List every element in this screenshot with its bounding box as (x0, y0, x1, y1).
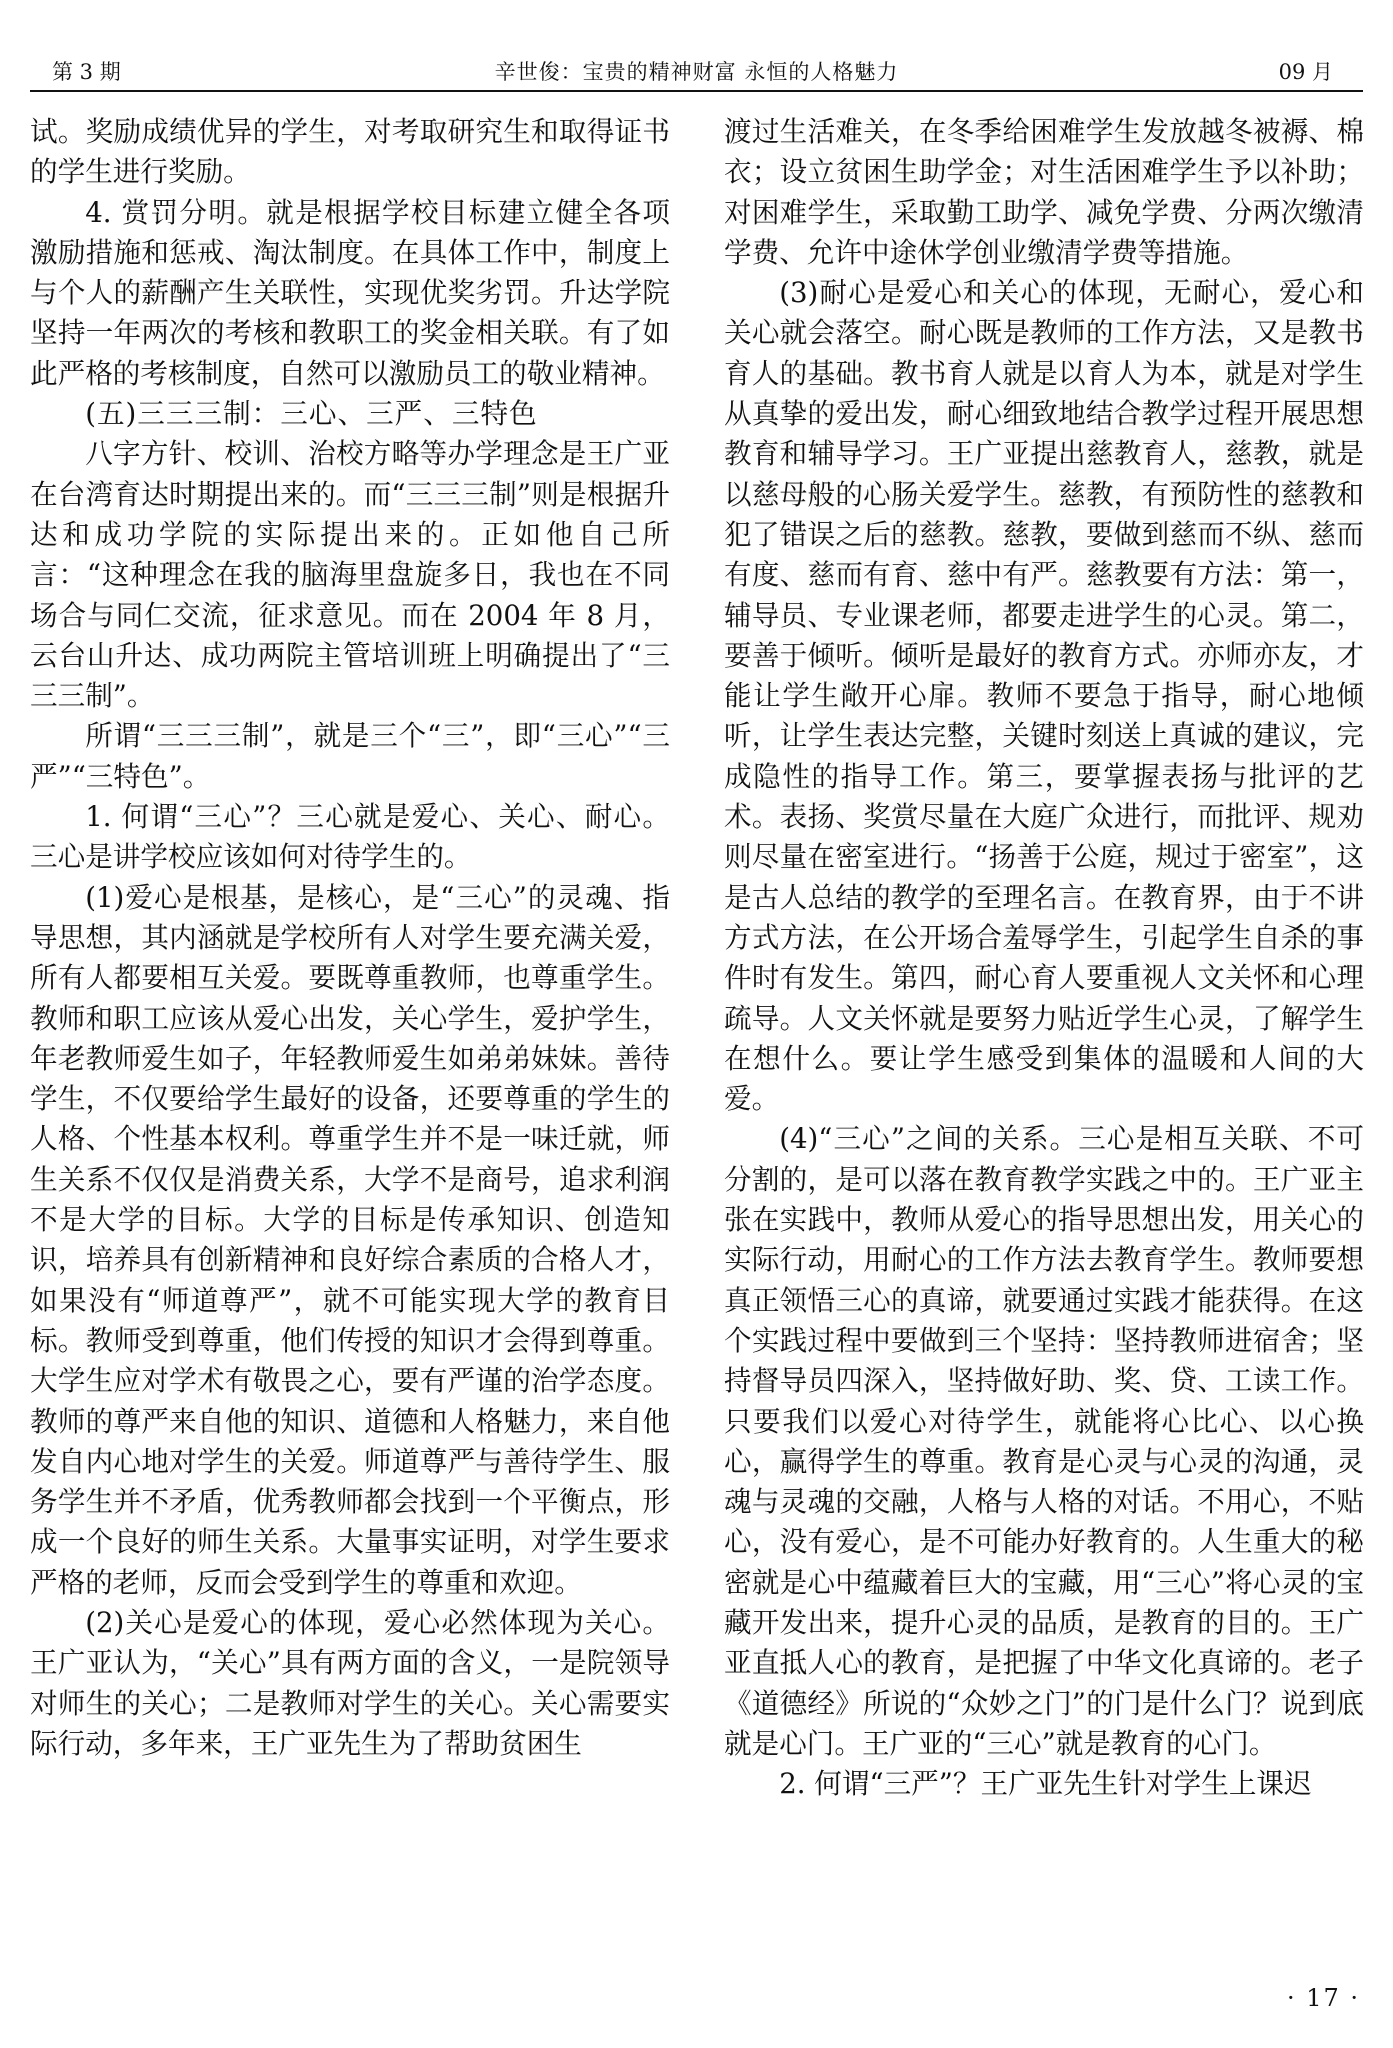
paragraph: 渡过生活难关，在冬季给困难学生发放越冬被褥、棉衣；设立贫困生助学金；对生活困难学生予以补助；对困难学生，采取勤工助学、减免学费、分两次缴清学费、允许中途休学创业缴清学费等措施。 (724, 115, 1364, 269)
issue-month: 09 月 (1278, 60, 1333, 84)
paragraph: (2)关心是爱心的体现，爱心必然体现为关心。王广亚认为，“关心”具有两方面的含义，一是院领导对师生的关心；二是教师对学生的关心。关心需要实际行动，多年来，王广亚先生为了帮助贫困生 (30, 1605, 670, 1760)
paragraph: 试。奖励成绩优异的学生，对考取研究生和取得证书的学生进行奖励。 (30, 115, 670, 189)
paragraph: 八字方针、校训、治校方略等办学理念是王广亚在台湾育达时期提出来的。而“三三三制”则是根据升达和成功学院的实际提出来的。正如他自己所言：“这种理念在我的脑海里盘旋多日，我也在不同场合与同仁交流，征求意见。而在 2004 年 8 月，云台山升达、成功两院主管培训班上明确提出了“三三三制”。 (30, 437, 670, 713)
paragraph: (4)“三心”之间的关系。三心是相互关联、不可分割的，是可以落在教育教学实践之中的。王广亚主张在实践中，教师从爱心的指导思想出发，用关心的实际行动，用耐心的工作方法去教育学生。教师要想真正领悟三心的真谛，就要通过实践才能获得。在这个实践过程中要做到三个坚持：坚持教师进宿舍；坚持督导员四深入，坚持做好助、奖、贷、工读工作。只要我们以爱心对待学生，就能将心比心、以心换心，赢得学生的尊重。教育是心灵与心灵的沟通，灵魂与灵魂的交融，人格与人格的对话。不用心，不贴心，没有爱心，是不可能办好教育的。人生重大的秘密就是心中蕴藏着巨大的宝藏，用“三心”将心灵的宝藏开发出来，提升心灵的品质，是教育的目的。王广亚直抵人心的教育，是把握了中华文化真谛的。老子《道德经》所说的“众妙之门”的门是什么门？说到底就是心门。王广亚的“三心”就是教育的心门。 (724, 1122, 1364, 1760)
paragraph: 4. 赏罚分明。就是根据学校目标建立健全各项激励措施和惩戒、淘汰制度。在具体工作中，制度上与个人的薪酬产生关联性，实现优奖劣罚。升达学院坚持一年两次的考核和教职工的奖金相关联。有了如此严格的考核制度，自然可以激励员工的敬业精神。 (30, 195, 670, 390)
paragraph: 1. 何谓“三心”？三心就是爱心、关心、耐心。三心是讲学校应该如何对待学生的。 (30, 800, 670, 874)
left-column (30, 112, 670, 1764)
issue-number: 第 3 期 (52, 60, 121, 84)
section-heading: (五)三三三制：三心、三严、三特色 (85, 397, 538, 431)
article-title: 辛世俊：宝贵的精神财富 永恒的人格魅力 (494, 60, 899, 84)
running-header (30, 52, 1363, 92)
right-column (724, 112, 1364, 1804)
paragraph: (3)耐心是爱心和关心的体现，无耐心，爱心和关心就会落空。耐心既是教师的工作方法，又是教书育人的基础。教书育人就是以育人为本，就是对学生从真挚的爱出发，耐心细致地结合教学过程开展思想教育和辅导学习。王广亚提出慈教育人，慈教，就是以慈母般的心肠关爱学生。慈教，有预防性的慈教和犯了错误之后的慈教。慈教，要做到慈而不纵、慈而有度、慈而有育、慈中有严。慈教要有方法：第一，辅导员、专业课老师，都要走进学生的心灵。第二，要善于倾听。倾听是最好的教育方式。亦师亦友，才能让学生敞开心扉。教师不要急于指导，耐心地倾听，让学生表达完整，关键时刻送上真诚的建议，完成隐性的指导工作。第三，要掌握表扬与批评的艺术。表扬、奖赏尽量在大庭广众进行，而批评、规劝则尽量在密室进行。“扬善于公庭，规过于密室”，这是古人总结的教学的至理名言。在教育界，由于不讲方式方法，在公开场合羞辱学生，引起学生自杀的事件时有发生。第四，耐心育人要重视人文关怀和心理疏导。人文关怀就是要努力贴近学生心灵，了解学生在想什么。要让学生感受到集体的温暖和人间的大爱。 (724, 276, 1364, 1116)
paragraph: (1)爱心是根基，是核心，是“三心”的灵魂、指导思想，其内涵就是学校所有人对学生要充满关爱，所有人都要相互关爱。要既尊重教师，也尊重学生。教师和职工应该从爱心出发，关心学生，爱护学生，年老教师爱生如子，年轻教师爱生如弟弟妹妹。善待学生，不仅要给学生最好的设备，还要尊重的学生的人格、个性基本权利。尊重学生并不是一味迁就，师生关系不仅仅是消费关系，大学不是商号，追求利润不是大学的目标。大学的目标是传承知识、创造知识，培养具有创新精神和良好综合素质的合格人才，如果没有“师道尊严”，就不可能实现大学的教育目标。教师受到尊重，他们传授的知识才会得到尊重。大学生应对学术有敬畏之心，要有严谨的治学态度。教师的尊严来自他的知识、道德和人格魅力，来自他发自内心地对学生的关爱。师道尊严与善待学生、服务学生并不矛盾，优秀教师都会找到一个平衡点，形成一个良好的师生关系。大量事实证明，对学生要求严格的老师，反而会受到学生的尊重和欢迎。 (30, 880, 670, 1599)
paragraph: 所谓“三三三制”，就是三个“三”，即“三心”“三严”“三特色”。 (30, 719, 670, 793)
page-number: · 17 · (1286, 1984, 1360, 2012)
paragraph: 2. 何谓“三严”？王广亚先生针对学生上课迟 (779, 1767, 1312, 1801)
